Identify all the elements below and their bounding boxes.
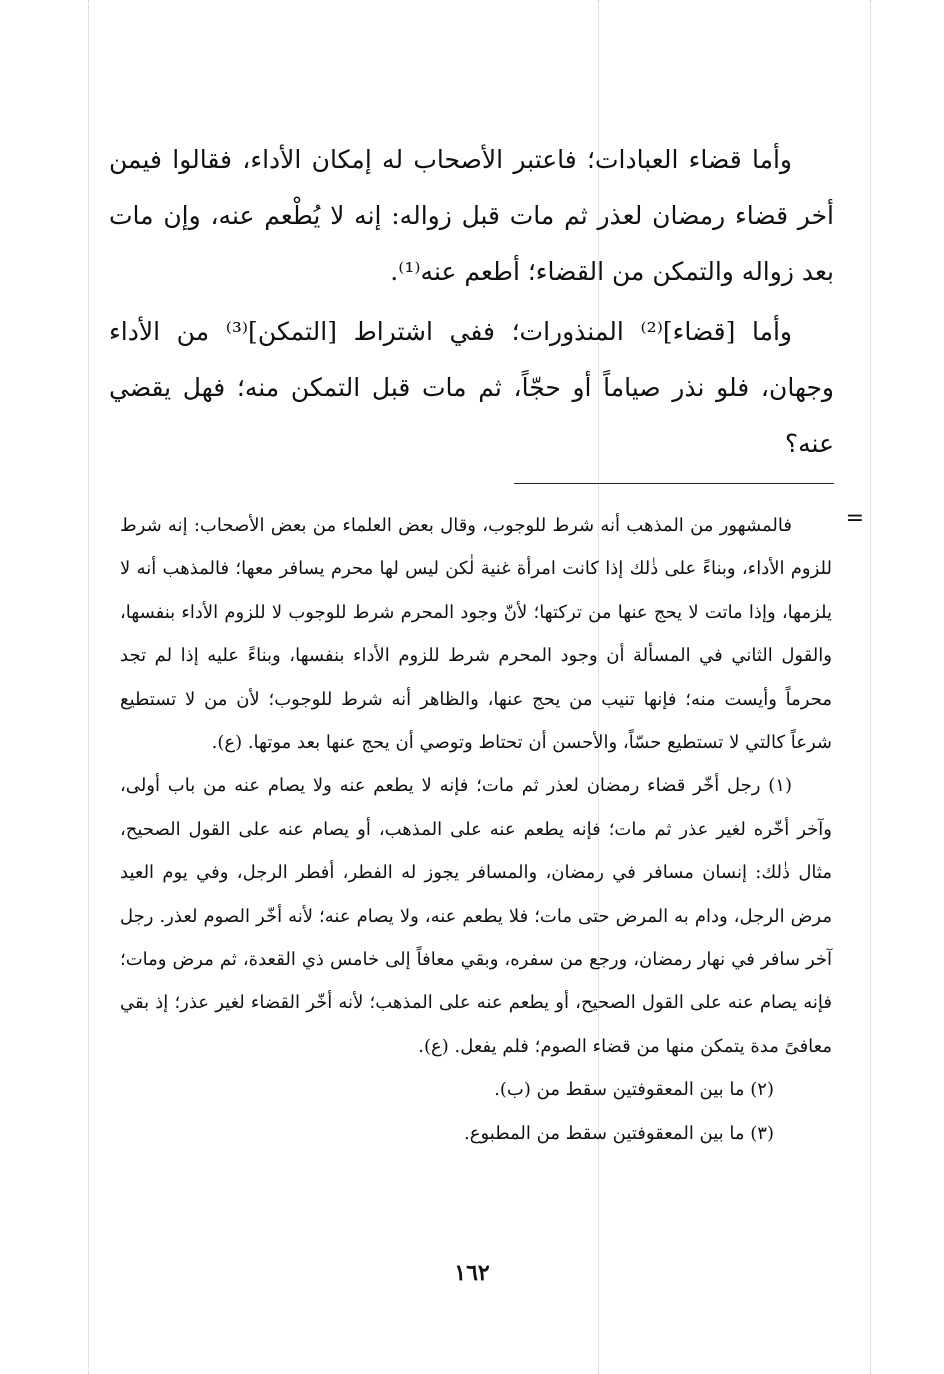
footnote-3: (٣) ما بين المعقوفتين سقط من المطبوع.: [464, 1122, 774, 1144]
footnote-separator: [514, 483, 834, 484]
footnote-1: (١) رجل أخّر قضاء رمضان لعذر ثم مات؛ فإنه لا يطعم عنه ولا يصام عنه من باب أولى، وآخر أخّره لغير عذر ثم مات؛ فإنه يطعم عنه على المذهب، أو يصام عنه على القول الصحيح، مثال ذٰلك: إنسان مسافر في رمضان، والمسافر يجوز له الفطر، أفطر الرجل، وفي يوم العيد مرض الرجل، ودام به المرض حتى مات؛ فلا يطعم عنه، ولا يصام عنه؛ لأنه أخّر الصوم لعذر. رجل آخر سافر في نهار رمضان، ورجع من سفره، وبقي معافاً إلى خامس ذي القعدة، ثم مرض ومات؛ فإنه يصام عنه على القول الصحيح، أو يطعم عنه على المذهب؛ لأنه أخّر القضاء لغير عذر؛ إذ بقي معافىً مدة يتمكن منها من قضاء الصوم؛ فلم يفعل. (ع).: [120, 775, 832, 1057]
main-paragraph: وأما قضاء العبادات؛ فاعتبر الأصحاب له إمكان الأداء، فقالوا فيمن أخر قضاء رمضان لعذر ثم مات قبل زواله: إنه لا يُطْعم عنه، وإن مات بعد زواله والتمكن من القضاء؛ أطعم عنه⁽¹⁾.: [109, 145, 834, 286]
footnote-continuation: فالمشهور من المذهب أنه شرط للوجوب، وقال بعض العلماء من بعض الأصحاب: إنه شرط للزوم الأداء، وبناءً على ذٰلك إذا كانت امرأة غنية لٰكن ليس لها محرم يسافر معها؛ فالمذهب أنه لا يلزمها، وإذا ماتت لا يحج عنها من تركتها؛ لأنّ وجود المحرم شرط للوجوب لا للزوم الأداء بنفسها، والقول الثاني في المسألة أن وجود المحرم شرط للزوم الأداء بنفسها، وبناءً عليه إذا لم تجد محرماً وأيست منه؛ فإنها تنيب من يحج عنها، والظاهر أنه شرط للوجوب؛ لأن من لا تستطيع شرعاً كالتي لا تستطيع حسّاً، والأحسن أن تحتاط وتوصي أن يحج عنها بعد موتها. (ع).: [120, 515, 832, 754]
footnote-continuation-marker: =: [845, 506, 864, 531]
scan-artifact-line: [870, 0, 871, 1374]
page-number: ١٦٢: [454, 1260, 490, 1286]
footnote-2: (٢) ما بين المعقوفتين سقط من (ب).: [494, 1079, 774, 1101]
main-paragraph: وأما [قضاء]⁽²⁾ المنذورات؛ ففي اشتراط [التمكن]⁽³⁾ من الأداء وجهان، فلو نذر صياماً أو حجّاً، ثم مات قبل التمكن منه؛ فهل يقضي عنه؟: [109, 317, 834, 458]
scan-artifact-line: [88, 0, 89, 1374]
main-text: [109, 132, 834, 476]
footnotes: [120, 504, 832, 1155]
